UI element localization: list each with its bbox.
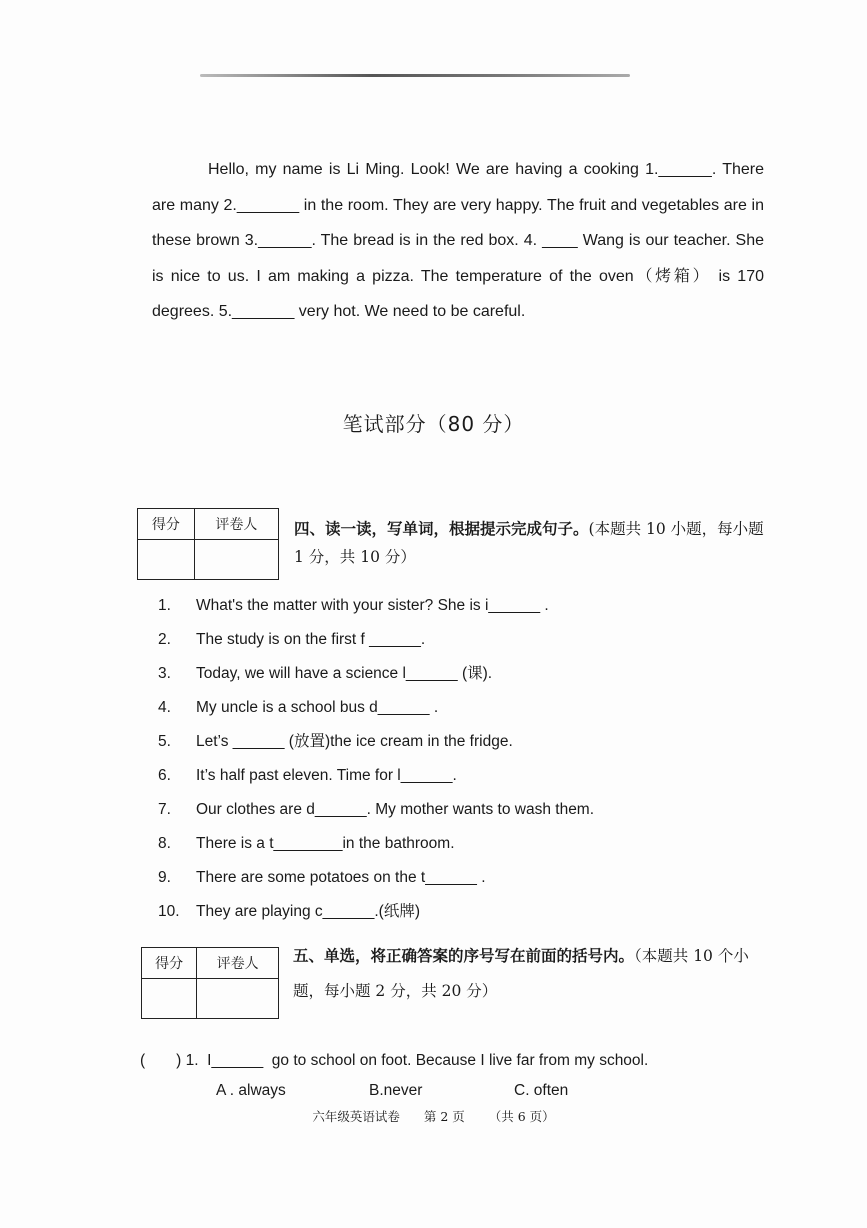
mc-question-1: ( ) 1. I______ go to school on foot. Because I live far from my school. [140, 1052, 649, 1069]
part4-question-list [158, 592, 718, 932]
option-a: A . always [216, 1082, 286, 1099]
grader-header: 评卷人 [194, 509, 278, 540]
question-item: 9. There are some potatoes on the t______ . [158, 869, 486, 886]
grader-header: 评卷人 [197, 948, 279, 979]
scan-artifact-line [200, 74, 630, 77]
question-item: 6. It’s half past eleven. Time for l______. [158, 767, 457, 784]
score-cell [142, 979, 197, 1019]
question-item: 10. They are playing c______.(纸牌) [158, 903, 421, 920]
part4-note: (本题共 10 小题，每小题 1 分，共 10 分） [294, 520, 764, 566]
grader-cell [197, 979, 279, 1019]
question-item: 3. Today, we will have a science l______ (课). [158, 665, 493, 682]
page-footer [0, 1107, 867, 1125]
part4-heading: 四、读一读，写单词，根据提示完成句子。 [294, 519, 589, 538]
score-table-part4 [137, 508, 279, 580]
footer-page-number: 第 2 页 [423, 1109, 465, 1124]
part4-instructions [294, 515, 769, 571]
question-item: 5. Let’s ______ (放置)the ice cream in the fridge. [158, 733, 513, 750]
question-item: 2. The study is on the first f ______. [158, 631, 426, 648]
option-b: B.never [369, 1082, 423, 1099]
score-header: 得分 [138, 509, 195, 540]
section-title: 笔试部分（80 分） [342, 412, 525, 436]
score-header: 得分 [142, 948, 197, 979]
part5-note: （本题共 10 个小题，每小题 2 分，共 20 分） [293, 947, 749, 1000]
score-table-part5 [141, 947, 279, 1019]
option-c: C. often [514, 1082, 569, 1099]
part5-instructions [293, 938, 768, 1009]
passage-text: Hello, my name is Li Ming. Look! We are having a cooking 1.______. There are many 2._______ in the room. They are very happy. The fruit and vegetables are in these brown 3.______. The bread is in the red box. 4. ____ Wang is our teacher. She is nice to us. I am making a pizza. The temperature of the oven（烤箱） is 170 degrees. 5._______ very hot. We need to be careful. [152, 161, 764, 320]
question-item: 8. There is a t________in the bathroom. [158, 835, 455, 852]
question-item: 4. My uncle is a school bus d______ . [158, 699, 439, 716]
question-item: 7. Our clothes are d______. My mother wants to wash them. [158, 801, 595, 818]
part5-heading: 五、单选，将正确答案的序号写在前面的括号内。 [293, 946, 635, 965]
reading-passage [152, 152, 764, 330]
question-item: 1. What's the matter with your sister? She is i______ . [158, 597, 549, 614]
score-cell [138, 540, 195, 580]
footer-total-pages: （共 6 页） [488, 1109, 555, 1124]
grader-cell [194, 540, 278, 580]
mc-options [216, 1082, 568, 1100]
footer-exam-name: 六年级英语试卷 [312, 1109, 400, 1124]
